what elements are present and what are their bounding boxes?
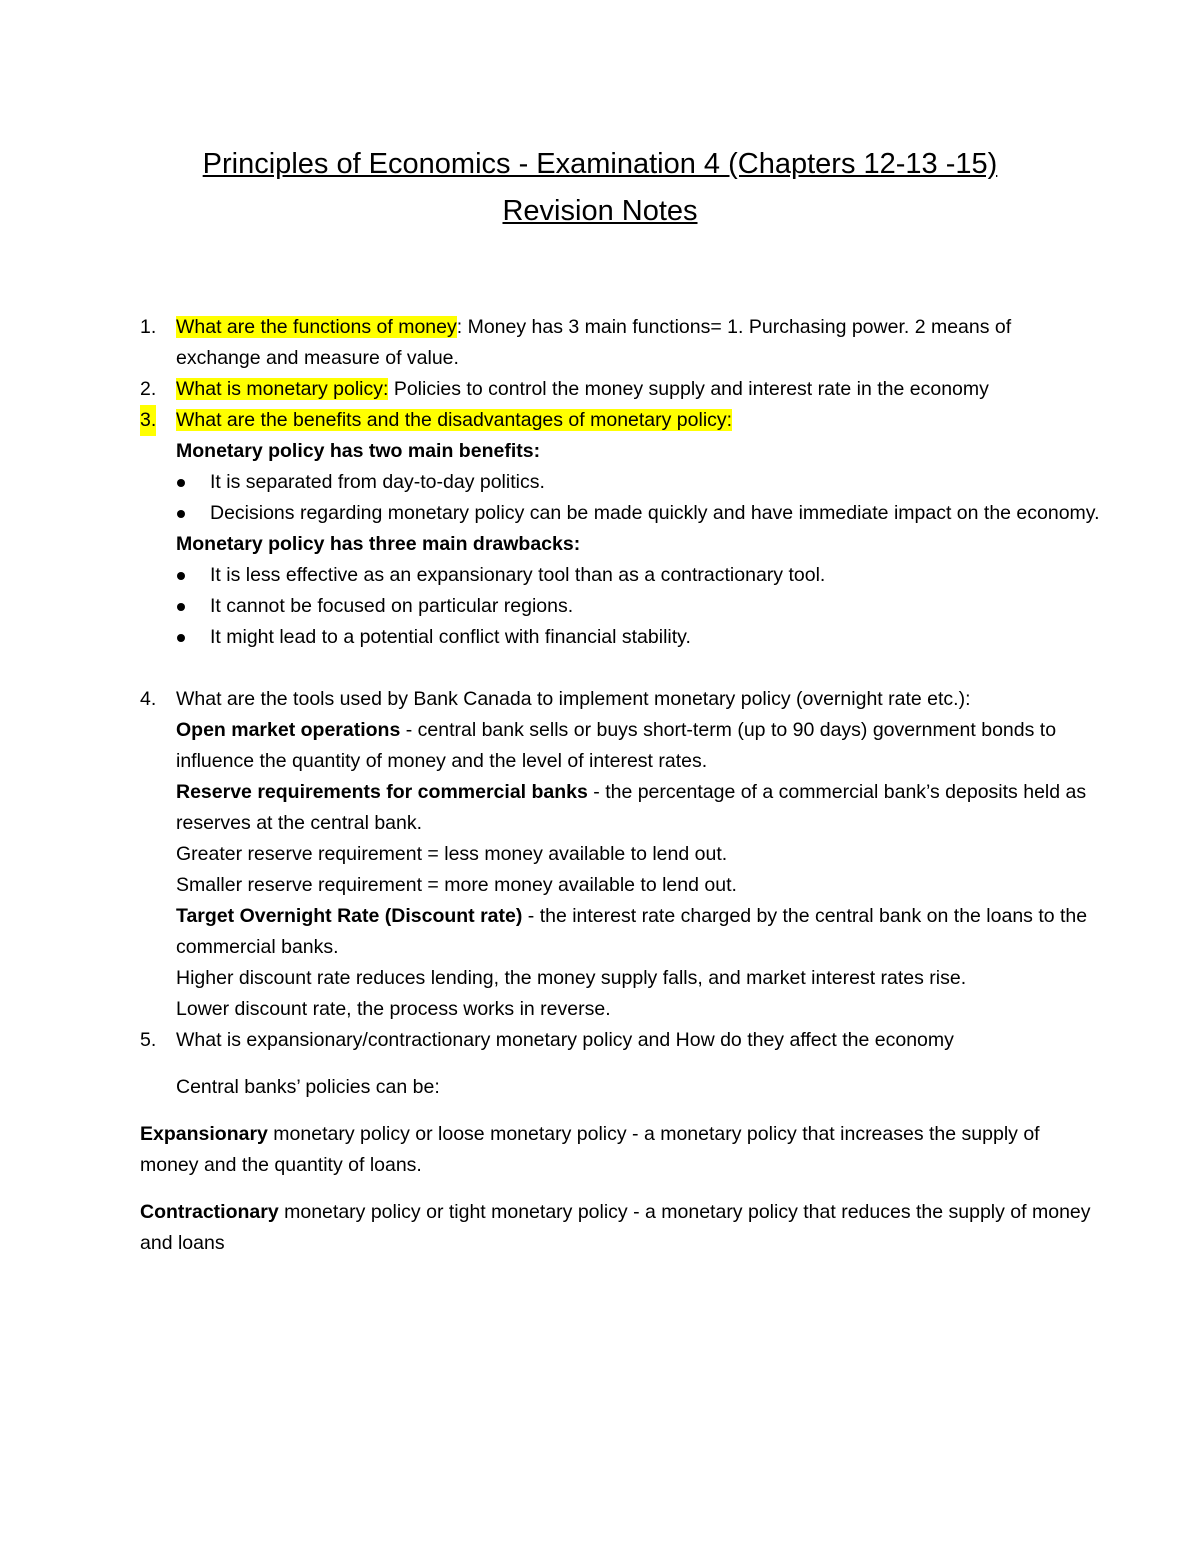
contractionary-paragraph: Contractionary monetary policy or tight monetary policy - a monetary policy that reduces the supply of money and loans	[140, 1201, 1091, 1254]
bullet-icon	[177, 479, 185, 487]
list-item: It is less effective as an expansionary tool than as a contractionary tool.	[140, 560, 1100, 591]
bullet-icon	[177, 634, 185, 642]
document-title: Principles of Economics - Examination 4 (Chapters 12-13 -15)	[202, 148, 998, 180]
question-text: What is monetary policy:	[176, 378, 389, 400]
bullet-icon	[177, 510, 185, 518]
list-item: Decisions regarding monetary policy can be made quickly and have immediate impact on the economy.	[140, 498, 1100, 529]
question-text: What are the functions of money	[176, 316, 457, 338]
question-3	[140, 405, 1100, 467]
drawbacks-heading-row	[140, 529, 1100, 560]
question-text: What are the tools used by Bank Canada to implement monetary policy (overnight rate etc.):	[176, 688, 971, 710]
benefits-heading: Monetary policy has two main benefits:	[176, 440, 541, 462]
document-subtitle: Revision Notes	[502, 195, 698, 227]
list-item: It might lead to a potential conflict with financial stability.	[140, 622, 1100, 653]
question-number: 4.	[140, 688, 157, 710]
bullet-icon	[177, 603, 185, 611]
question-2	[140, 374, 1100, 405]
list-item: It cannot be focused on particular regions.	[140, 591, 1100, 622]
bullet-icon	[177, 572, 185, 580]
question-number: 5.	[140, 1029, 157, 1051]
question-5	[140, 1025, 1100, 1056]
benefits-list	[140, 467, 1100, 529]
question-number: 1.	[140, 316, 157, 338]
policies-intro: Central banks’ policies can be:	[176, 1076, 440, 1098]
tool-overnight-rate: Target Overnight Rate (Discount rate) - the interest rate charged by the central bank on the loans to the commercial banks.	[176, 905, 1088, 958]
list-item: It is separated from day-to-day politics.	[140, 467, 1100, 498]
expansionary-paragraph: Expansionary monetary policy or loose monetary policy - a monetary policy that increases the supply of money and the quantity of loans.	[140, 1123, 1040, 1176]
drawbacks-list	[140, 560, 1100, 653]
document-body	[140, 312, 1100, 1259]
reserve-line-greater: Greater reserve requirement = less money available to lend out.	[176, 843, 728, 865]
question-number: 3.	[140, 405, 156, 436]
tool-reserve-requirements: Reserve requirements for commercial banks - the percentage of a commercial bank’s deposits held as reserves at the central bank.	[176, 781, 1087, 834]
answer-text: Policies to control the money supply and interest rate in the economy	[388, 378, 989, 400]
drawbacks-heading: Monetary policy has three main drawbacks:	[176, 533, 581, 555]
question-text: What are the benefits and the disadvantages of monetary policy:	[176, 409, 733, 431]
answer-text: : Money has 3 main functions= 1. Purchasing power. 2 means of exchange and measure of value.	[176, 316, 1012, 369]
discount-line-higher: Higher discount rate reduces lending, the money supply falls, and market interest rates rise.	[176, 967, 967, 989]
reserve-line-smaller: Smaller reserve requirement = more money available to lend out.	[176, 874, 737, 896]
tool-open-market: Open market operations - central bank sells or buys short-term (up to 90 days) government bonds to influence the quantity of money and the level of interest rates.	[176, 719, 1057, 772]
question-4	[140, 684, 1100, 1025]
discount-line-lower: Lower discount rate, the process works in reverse.	[176, 998, 611, 1020]
question-1	[140, 312, 1100, 374]
question-text: What is expansionary/contractionary monetary policy and How do they affect the economy	[176, 1029, 954, 1051]
question-number: 2.	[140, 378, 157, 400]
